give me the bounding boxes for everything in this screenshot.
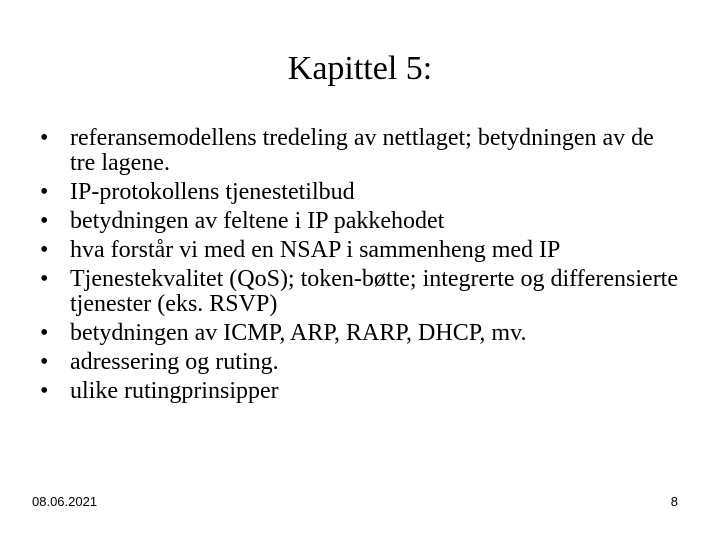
list-item: [40, 126, 680, 176]
list-item: [40, 321, 680, 346]
list-item-text: Tjenestekvalitet (QoS); token-bøtte; integrerte og differensierte tjenester (eks. RSVP): [70, 266, 679, 317]
footer-date: 08.06.2021: [32, 494, 98, 509]
bullet-icon: •: [40, 349, 49, 375]
list-item: [40, 180, 680, 205]
bullet-icon: •: [40, 125, 49, 151]
slide-title: Kapittel 5:: [287, 50, 433, 87]
list-item-text: betydningen av ICMP, ARP, RARP, DHCP, mv.: [70, 320, 527, 346]
list-item: [40, 209, 680, 234]
bullet-icon: •: [40, 266, 49, 292]
bullet-icon: •: [40, 320, 49, 346]
bullet-icon: •: [40, 378, 49, 404]
page-number: 8: [670, 494, 678, 509]
list-item-text: IP-protokollens tjenestetilbud: [70, 179, 355, 205]
list-item-text: referansemodellens tredeling av nettlaget; betydningen av de tre lagene.: [70, 125, 654, 176]
list-item: [40, 379, 680, 404]
list-item: [40, 238, 680, 263]
list-item-text: betydningen av feltene i IP pakkehodet: [70, 208, 445, 234]
bullet-icon: •: [40, 208, 49, 234]
list-item-text: adressering og ruting.: [70, 349, 279, 375]
list-item-text: ulike rutingprinsipper: [70, 378, 279, 404]
list-item-text: hva forstår vi med en NSAP i sammenheng med IP: [70, 237, 561, 263]
bullet-list: [40, 126, 680, 408]
bullet-icon: •: [40, 179, 49, 205]
bullet-icon: •: [40, 237, 49, 263]
list-item: [40, 267, 680, 317]
list-item: [40, 350, 680, 375]
